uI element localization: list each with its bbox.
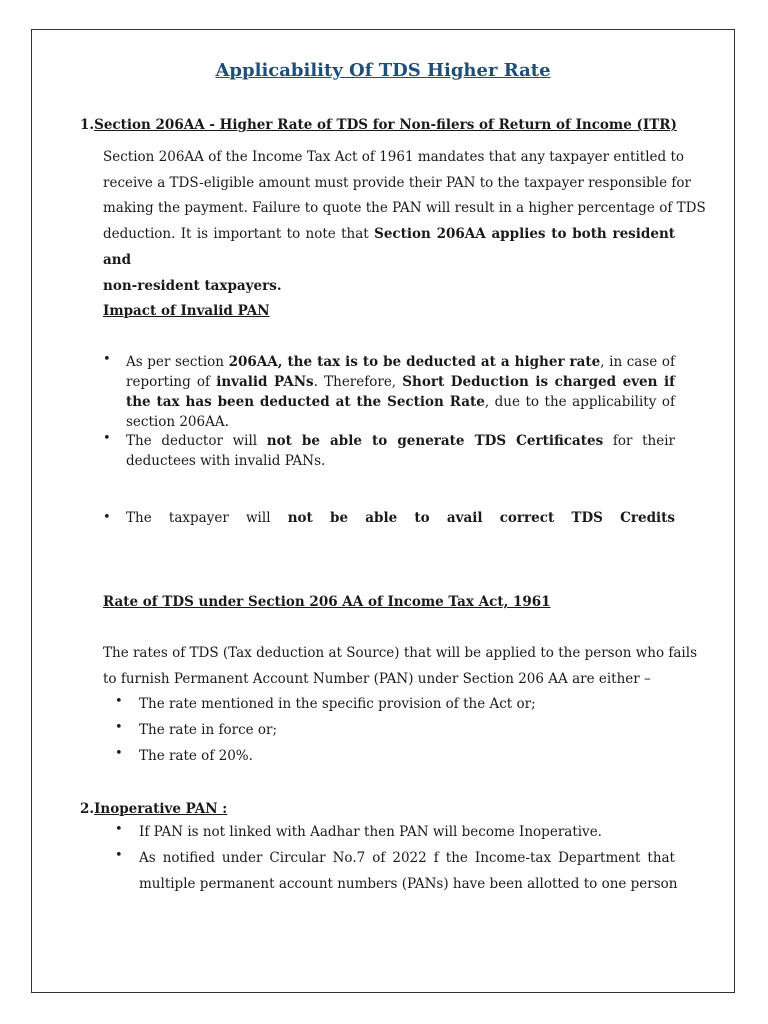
- bullet-bold-text: Short Deduction is charged even if the tax has been deducted at the Section Rate: [126, 374, 675, 410]
- para-line: making the payment. Failure to quote the PAN will result in a higher percentage of TDS: [103, 200, 706, 217]
- section-number: 1.: [80, 117, 95, 133]
- bullet-text: , due to the applicability of section 206AA.: [126, 394, 675, 430]
- section-1-paragraph: [103, 145, 706, 299]
- bullet-word: The: [126, 510, 152, 526]
- bullet-bold-text: 206AA, the tax is to be deducted at a higher rate: [228, 354, 601, 370]
- bullet-text: . Therefore,: [313, 374, 403, 390]
- para-bold-text: Section 206AA applies to both resident and: [103, 226, 675, 268]
- para-bold-text: non-resident taxpayers.: [103, 277, 282, 294]
- bullet-icon: •: [115, 822, 123, 837]
- para-line: The rates of TDS (Tax deduction at Source) that will be applied to the person who fails: [103, 645, 697, 661]
- bullet-bold-word: avail: [446, 510, 483, 526]
- bullet-item-3: [126, 510, 675, 526]
- bullet-text: , in case of reporting of: [126, 354, 675, 390]
- rate-paragraph: [103, 641, 697, 692]
- bullet-item-1: [126, 352, 675, 432]
- rate-item: The rate mentioned in the specific provision of the Act or;: [139, 696, 536, 712]
- para-line: Section 206AA of the Income Tax Act of 1961 mandates that any taxpayer entitled to: [103, 149, 685, 165]
- para-line: As notified under Circular No.7 of 2022 f the Income-tax Department that: [139, 850, 675, 866]
- bullet-icon: •: [115, 746, 123, 761]
- bullet-bold-word: not: [287, 510, 313, 526]
- bullet-bold-word: be: [330, 510, 349, 526]
- bullet-icon: •: [115, 848, 123, 863]
- bullet-icon: •: [103, 352, 111, 367]
- bullet-text: As per section: [126, 354, 229, 370]
- bullet-icon: •: [115, 694, 123, 709]
- bullet-bold-word: able: [365, 510, 398, 526]
- bullet-bold-word: to: [414, 510, 430, 526]
- para-line: to furnish Permanent Account Number (PAN) under Section 206 AA are either –: [103, 670, 651, 687]
- para-line: [103, 222, 675, 273]
- para-line: receive a TDS-eligible amount must provide their PAN to the taxpayer responsible for: [103, 174, 691, 191]
- bullet-item-2: [126, 431, 675, 471]
- section-heading-text: Section 206AA - Higher Rate of TDS for Non-filers of Return of Income (ITR): [94, 117, 677, 133]
- bullet-text: The deductor will: [126, 433, 267, 449]
- section-heading-text: Inoperative PAN :: [94, 801, 228, 817]
- bullet-word: taxpayer: [168, 510, 229, 526]
- rate-item: The rate in force or;: [139, 722, 278, 738]
- document-title: Applicability Of TDS Higher Rate: [215, 60, 551, 81]
- para-line: [103, 274, 675, 300]
- section-1-heading: [80, 114, 677, 133]
- bullet-icon: •: [103, 431, 111, 446]
- para-line: multiple permanent account numbers (PANs) have been allotted to one person: [139, 875, 678, 892]
- bullet-word: will: [246, 510, 271, 526]
- bullet-bold-word: correct: [499, 510, 555, 526]
- impact-heading: Impact of Invalid PAN: [103, 303, 270, 319]
- rate-heading: Rate of TDS under Section 206 AA of Income Tax Act, 1961: [103, 594, 551, 610]
- para-text: deduction. It is important to note that: [103, 226, 375, 243]
- bullet-icon: •: [103, 510, 111, 525]
- inoperative-item-1: If PAN is not linked with Aadhar then PAN will become Inoperative.: [139, 824, 602, 840]
- bullet-bold-text: not be able to generate TDS Certificates: [266, 433, 604, 449]
- bullet-bold-word: Credits: [620, 510, 675, 526]
- section-2-heading: [80, 798, 227, 817]
- bullet-icon: •: [115, 720, 123, 735]
- bullet-bold-word: TDS: [571, 510, 603, 526]
- inoperative-item-2: [139, 846, 678, 897]
- section-number: 2.: [80, 801, 95, 817]
- rate-item: The rate of 20%.: [139, 748, 253, 764]
- bullet-text: for their deductees with invalid PANs.: [126, 433, 676, 469]
- bullet-bold-text: invalid PANs: [216, 374, 314, 390]
